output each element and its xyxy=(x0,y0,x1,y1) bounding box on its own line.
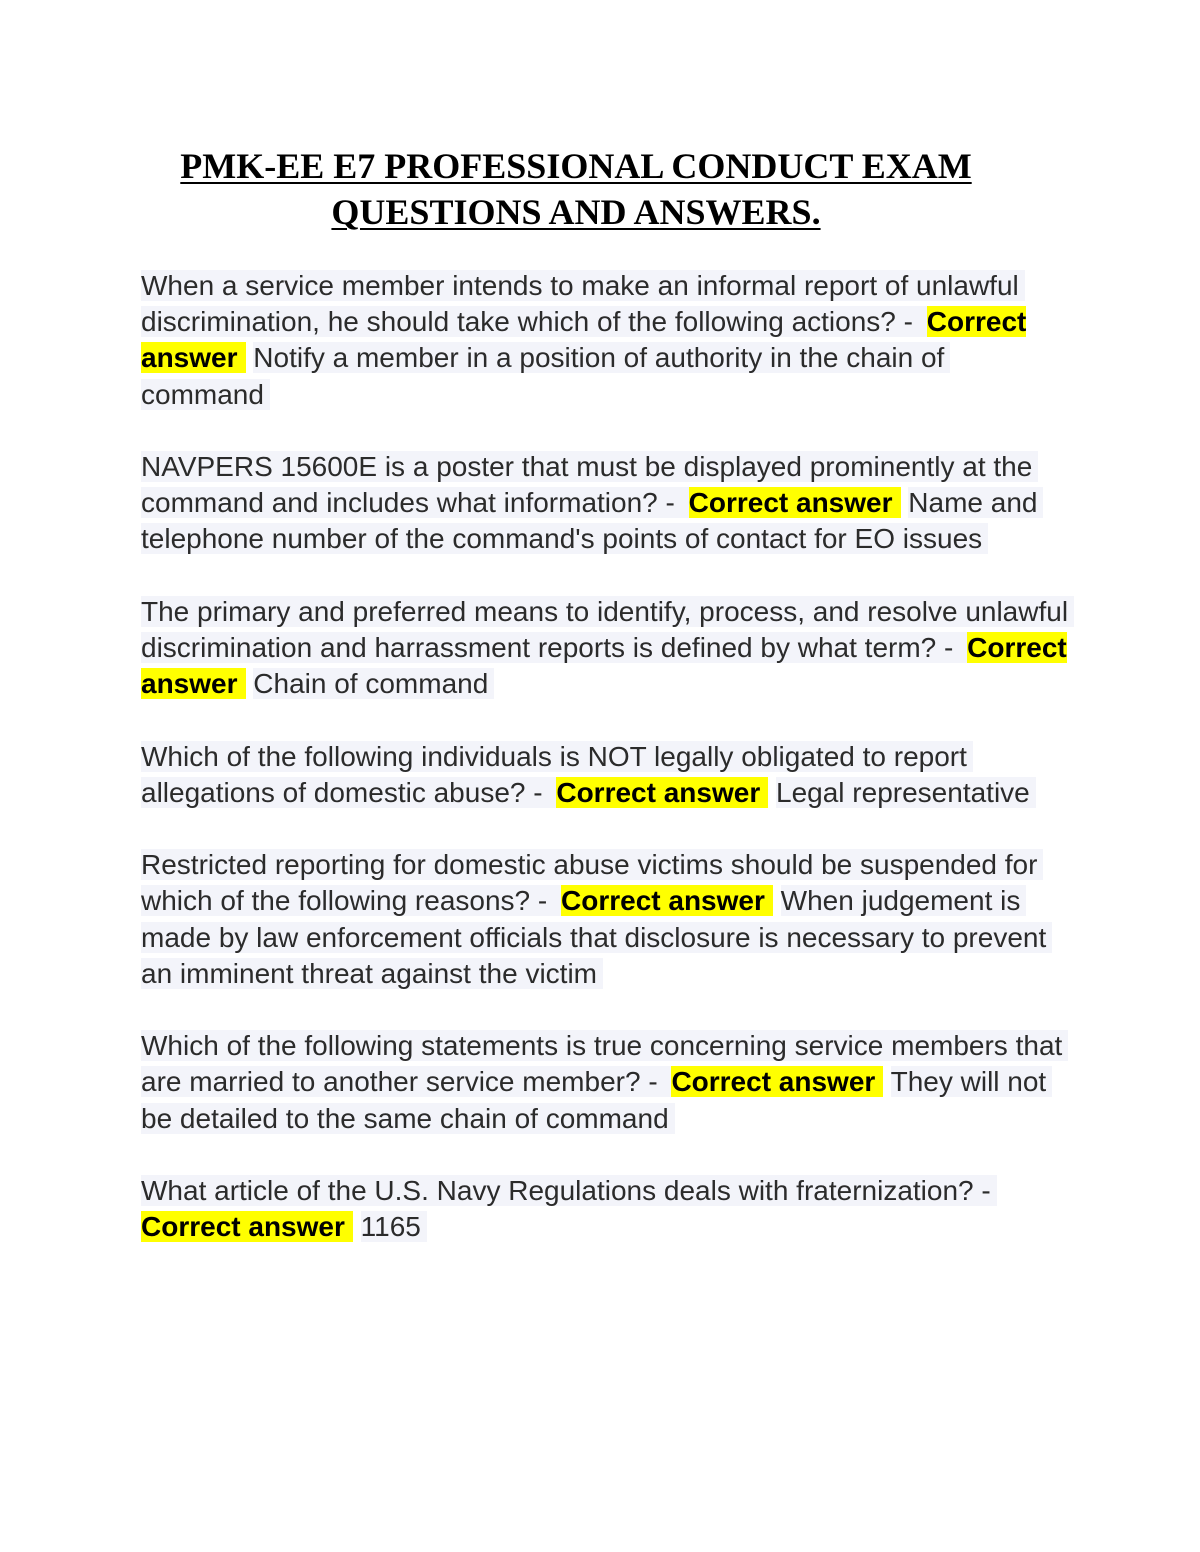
correct-answer-label: Correct answer xyxy=(689,487,901,518)
correct-answer-label: Correct answer xyxy=(141,1211,353,1242)
separator: - xyxy=(657,487,683,519)
answer-text: Legal representative xyxy=(776,777,1036,808)
question-text: Which of the following statements is true concerning service members that are married to another service member? xyxy=(141,1030,1063,1098)
title-line-1: PMK-EE E7 PROFESSIONAL CONDUCT EXAM xyxy=(180,146,972,186)
correct-answer-label: Correct answer xyxy=(561,885,773,916)
qa-item xyxy=(141,739,1071,811)
document-title xyxy=(0,143,1152,235)
correct-answer-label: Correct answer xyxy=(141,632,1067,700)
answer-text: 1165 xyxy=(361,1211,427,1242)
separator: - xyxy=(530,885,556,917)
question-text: When a service member intends to make an informal report of unlawful discrimination, he should take which of the following actions? xyxy=(141,270,1019,338)
separator: - xyxy=(973,1174,991,1206)
qa-item xyxy=(141,449,1071,558)
separator: - xyxy=(525,776,551,808)
qa-item xyxy=(141,847,1071,992)
question-text: The primary and preferred means to identify, process, and resolve unlawful discrimination and harrassment reports is defined by what term? xyxy=(141,595,1069,663)
qa-item xyxy=(141,594,1071,703)
answer-text: They will not be detailed to the same chain of command xyxy=(141,1066,1052,1133)
question-text: Which of the following individuals is NOT legally obligated to report allegations of domestic abuse? xyxy=(141,740,967,808)
question-text: Restricted reporting for domestic abuse victims should be suspended for which of the following reasons? xyxy=(141,849,1038,917)
separator: - xyxy=(640,1066,666,1098)
qa-item xyxy=(141,268,1071,413)
answer-text: Notify a member in a position of authority in the chain of command xyxy=(141,342,950,409)
separator: - xyxy=(895,306,921,338)
answer-text: Name and telephone number of the command's points of contact for EO issues xyxy=(141,487,1043,554)
correct-answer-label: Correct answer xyxy=(141,306,1027,374)
qa-item xyxy=(141,1028,1071,1137)
answer-text: When judgement is made by law enforcement officials that disclosure is necessary to prevent an imminent threat against the victim xyxy=(141,885,1052,988)
qa-item xyxy=(141,1173,1071,1245)
correct-answer-label: Correct answer xyxy=(671,1066,883,1097)
answer-text: Chain of command xyxy=(253,668,494,699)
correct-answer-label: Correct answer xyxy=(556,777,768,808)
separator: - xyxy=(936,632,962,663)
question-text: What article of the U.S. Navy Regulations deals with fraternization? xyxy=(141,1174,974,1206)
question-text: NAVPERS 15600E is a poster that must be displayed prominently at the command and includes what information? xyxy=(141,451,1033,519)
qa-list xyxy=(141,268,1071,1282)
title-line-2: QUESTIONS AND ANSWERS. xyxy=(331,192,821,232)
